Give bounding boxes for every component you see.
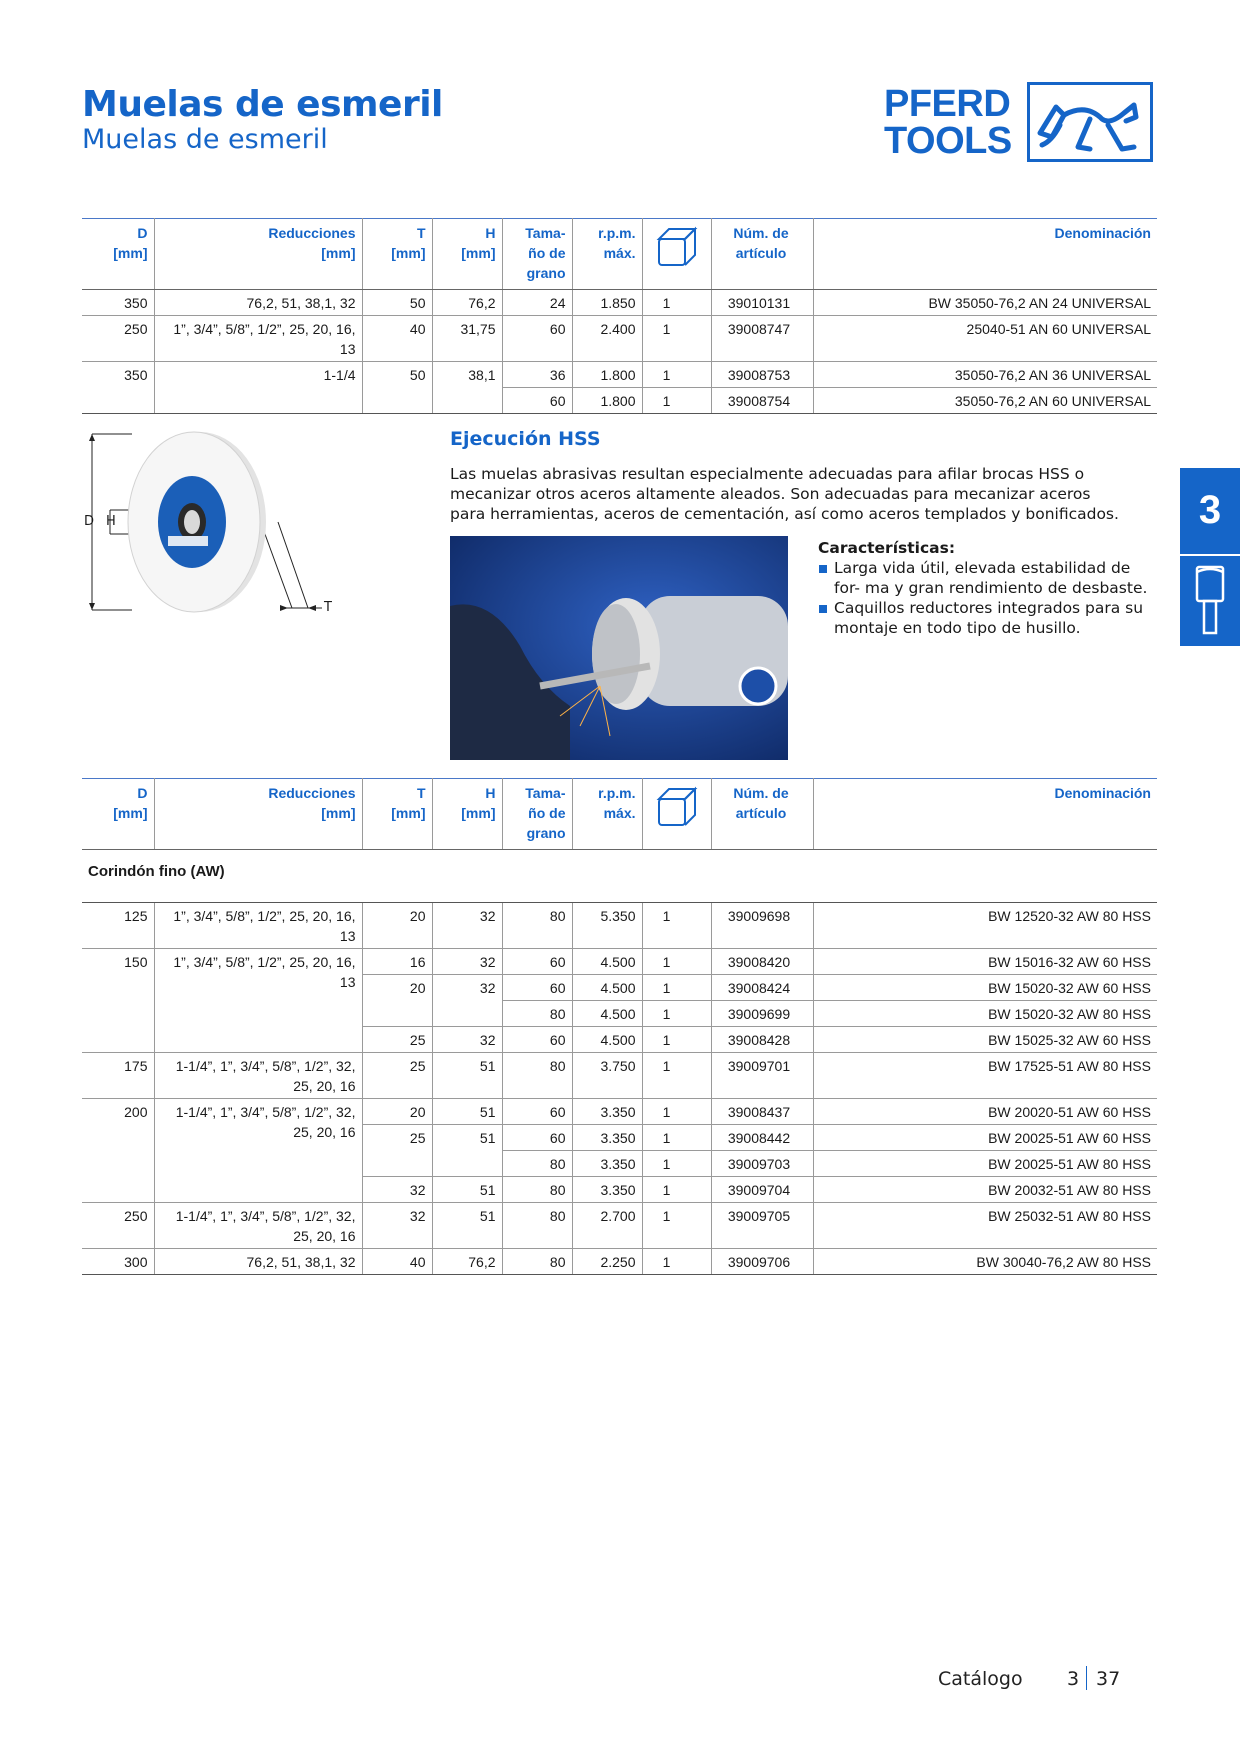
table-row [82, 1099, 1157, 1125]
cell-rpm: 4.500 [572, 949, 642, 975]
cell-grano: 60 [502, 1099, 572, 1125]
cell-reducciones: 1-1/4”, 1”, 3/4”, 5/8”, 1/2”, 32, 25, 20, 16 [154, 1099, 362, 1203]
cell-h: 31,75 [432, 316, 502, 362]
group-row [82, 850, 1157, 903]
cell-reducciones: 1-1/4”, 1”, 3/4”, 5/8”, 1/2”, 32, 25, 20, 16 [154, 1053, 362, 1099]
cell-denominacion: 35050-76,2 AN 60 UNIVERSAL [813, 388, 1157, 414]
cell-d: 200 [82, 1099, 154, 1203]
cell-h: 76,2 [432, 290, 502, 316]
feature-item: Larga vida útil, elevada estabilidad de for- ma y gran rendimiento de desbaste. [818, 558, 1148, 598]
cell-h: 51 [432, 1203, 502, 1249]
features-block [818, 538, 1148, 638]
cell-h: 32 [432, 1027, 502, 1053]
cell-denominacion: BW 35050-76,2 AN 24 UNIVERSAL [813, 290, 1157, 316]
cell-h: 51 [432, 1053, 502, 1099]
cell-articulo: 39008428 [711, 1027, 813, 1053]
col-package [642, 779, 711, 850]
section-title: Ejecución HSS [450, 428, 601, 450]
chapter-tab[interactable] [1180, 468, 1240, 646]
col-d: D [mm] [82, 779, 154, 850]
features-title: Características: [818, 539, 956, 557]
cell-qty: 1 [642, 1053, 711, 1099]
cell-rpm: 2.250 [572, 1249, 642, 1275]
table-row [82, 949, 1157, 975]
cell-rpm: 4.500 [572, 1001, 642, 1027]
cell-h: 76,2 [432, 1249, 502, 1275]
cell-t: 25 [362, 1125, 432, 1177]
cell-qty: 1 [642, 903, 711, 949]
col-rpm: r.p.m. máx. [572, 219, 642, 290]
cell-h: 32 [432, 903, 502, 949]
cell-t: 16 [362, 949, 432, 975]
cell-articulo: 39008747 [711, 316, 813, 362]
cell-qty: 1 [642, 362, 711, 388]
cell-rpm: 1.850 [572, 290, 642, 316]
table-row [82, 1249, 1157, 1275]
col-t: T [mm] [362, 219, 432, 290]
cell-h: 32 [432, 975, 502, 1027]
cell-h: 51 [432, 1099, 502, 1125]
cell-rpm: 3.350 [572, 1125, 642, 1151]
cell-rpm: 3.350 [572, 1099, 642, 1125]
cell-t: 50 [362, 290, 432, 316]
cell-qty: 1 [642, 1027, 711, 1053]
table-header-row [82, 779, 1157, 850]
cell-grano: 80 [502, 1151, 572, 1177]
cell-t: 20 [362, 1099, 432, 1125]
cell-t: 32 [362, 1177, 432, 1203]
cell-qty: 1 [642, 1177, 711, 1203]
table-row [82, 903, 1157, 949]
col-articulo: Núm. de artículo [711, 219, 813, 290]
logo-line-1: PFERD [884, 83, 1011, 125]
cell-articulo: 39009703 [711, 1151, 813, 1177]
cell-rpm: 3.750 [572, 1053, 642, 1099]
cell-rpm: 3.350 [572, 1151, 642, 1177]
cell-qty: 1 [642, 975, 711, 1001]
cell-reducciones: 76,2, 51, 38,1, 32 [154, 1249, 362, 1275]
cell-rpm: 3.350 [572, 1177, 642, 1203]
cell-qty: 1 [642, 1001, 711, 1027]
col-denominacion: Denominación [813, 219, 1157, 290]
cell-h: 51 [432, 1177, 502, 1203]
product-table-hss [82, 778, 1157, 1275]
cell-grano: 24 [502, 290, 572, 316]
cell-reducciones: 1”, 3/4”, 5/8”, 1/2”, 25, 20, 16, 13 [154, 949, 362, 1053]
package-box-icon [655, 785, 699, 829]
col-t: T [mm] [362, 779, 432, 850]
diagram-label-t: T [324, 600, 332, 615]
cell-d: 300 [82, 1249, 154, 1275]
diagram-label-h: H [106, 514, 116, 529]
tab-divider [1180, 554, 1240, 556]
cell-rpm: 2.700 [572, 1203, 642, 1249]
cell-rpm: 1.800 [572, 388, 642, 414]
col-reducciones: Reducciones [mm] [154, 219, 362, 290]
cell-qty: 1 [642, 1249, 711, 1275]
cell-grano: 60 [502, 388, 572, 414]
cell-articulo: 39009705 [711, 1203, 813, 1249]
cell-rpm: 1.800 [572, 362, 642, 388]
cell-t: 25 [362, 1053, 432, 1099]
cell-denominacion: BW 20020-51 AW 60 HSS [813, 1099, 1157, 1125]
brand-logo-text [884, 83, 1012, 162]
cell-d: 350 [82, 290, 154, 316]
cell-denominacion: BW 15025-32 AW 60 HSS [813, 1027, 1157, 1053]
cell-articulo: 39008420 [711, 949, 813, 975]
col-h: H [mm] [432, 779, 502, 850]
cell-reducciones: 76,2, 51, 38,1, 32 [154, 290, 362, 316]
cell-denominacion: 35050-76,2 AN 36 UNIVERSAL [813, 362, 1157, 388]
table-row [82, 362, 1157, 388]
cell-articulo: 39009706 [711, 1249, 813, 1275]
package-box-icon [655, 225, 699, 269]
cell-d: 175 [82, 1053, 154, 1099]
footer-catalog-label: Catálogo [938, 1668, 1023, 1690]
cell-qty: 1 [642, 316, 711, 362]
col-package [642, 219, 711, 290]
cell-rpm: 4.500 [572, 1027, 642, 1053]
page-subtitle: Muelas de esmeril [82, 124, 328, 155]
cell-qty: 1 [642, 290, 711, 316]
cell-grano: 80 [502, 1249, 572, 1275]
cell-qty: 1 [642, 1203, 711, 1249]
cell-qty: 1 [642, 1151, 711, 1177]
cell-t: 25 [362, 1027, 432, 1053]
cell-t: 50 [362, 362, 432, 414]
cell-d: 350 [82, 362, 154, 414]
cell-articulo: 39009701 [711, 1053, 813, 1099]
cell-reducciones: 1-1/4”, 1”, 3/4”, 5/8”, 1/2”, 32, 25, 20, 16 [154, 1203, 362, 1249]
cell-d: 250 [82, 316, 154, 362]
cell-qty: 1 [642, 949, 711, 975]
section-description: Las muelas abrasivas resultan especialmente adecuadas para afilar brocas HSS o mecanizar otros aceros altamente aleados. Son adecuadas para mecanizar aceros para herramientas, aceros de cementación, así como aceros templados y bonificados. [450, 465, 1119, 523]
cell-denominacion: 25040-51 AN 60 UNIVERSAL [813, 316, 1157, 362]
horse-logo-icon [1027, 82, 1153, 162]
grinding-wheel-diagram [82, 426, 382, 616]
cell-denominacion: BW 17525-51 AW 80 HSS [813, 1053, 1157, 1099]
cell-articulo: 39009704 [711, 1177, 813, 1203]
cell-grano: 80 [502, 1001, 572, 1027]
table-row [82, 1053, 1157, 1099]
cell-qty: 1 [642, 1099, 711, 1125]
chapter-number: 3 [1198, 488, 1222, 532]
footer-separator [1086, 1666, 1087, 1690]
product-photo [450, 536, 788, 760]
cell-h: 32 [432, 949, 502, 975]
cell-grano: 60 [502, 1027, 572, 1053]
cell-denominacion: BW 15020-32 AW 60 HSS [813, 975, 1157, 1001]
col-denominacion: Denominación [813, 779, 1157, 850]
cell-denominacion: BW 30040-76,2 AW 80 HSS [813, 1249, 1157, 1275]
cell-grano: 60 [502, 975, 572, 1001]
cell-grano: 60 [502, 316, 572, 362]
diagram-label-d: D [84, 514, 95, 529]
table-header-row [82, 219, 1157, 290]
cell-t: 20 [362, 975, 432, 1027]
cell-articulo: 39008442 [711, 1125, 813, 1151]
col-grano: Tama- ño de grano [502, 779, 572, 850]
col-articulo: Núm. de artículo [711, 779, 813, 850]
cell-denominacion: BW 15016-32 AW 60 HSS [813, 949, 1157, 975]
cell-denominacion: BW 20025-51 AW 80 HSS [813, 1151, 1157, 1177]
cell-grano: 60 [502, 1125, 572, 1151]
cell-grano: 80 [502, 1203, 572, 1249]
cell-denominacion: BW 12520-32 AW 80 HSS [813, 903, 1157, 949]
cell-qty: 1 [642, 1125, 711, 1151]
group-label: Corindón fino (AW) [82, 850, 1157, 903]
cell-denominacion: BW 15020-32 AW 80 HSS [813, 1001, 1157, 1027]
cell-rpm: 4.500 [572, 975, 642, 1001]
col-rpm: r.p.m. máx. [572, 779, 642, 850]
cell-grano: 36 [502, 362, 572, 388]
table-row [82, 1203, 1157, 1249]
footer-page-number: 37 [1096, 1668, 1121, 1690]
cell-articulo: 39009698 [711, 903, 813, 949]
cell-articulo: 39008754 [711, 388, 813, 414]
logo-line-2: TOOLS [884, 120, 1012, 162]
cell-rpm: 5.350 [572, 903, 642, 949]
cell-grano: 60 [502, 949, 572, 975]
cell-grano: 80 [502, 1053, 572, 1099]
cell-grano: 80 [502, 1177, 572, 1203]
cell-articulo: 39008424 [711, 975, 813, 1001]
cell-reducciones: 1”, 3/4”, 5/8”, 1/2”, 25, 20, 16, 13 [154, 903, 362, 949]
cell-t: 40 [362, 316, 432, 362]
cell-d: 250 [82, 1203, 154, 1249]
footer-chapter: 3 [1067, 1668, 1080, 1690]
cell-qty: 1 [642, 388, 711, 414]
grinding-wheel-tab-icon [1194, 564, 1226, 638]
cell-grano: 80 [502, 903, 572, 949]
col-grano: Tama- ño de grano [502, 219, 572, 290]
cell-denominacion: BW 20025-51 AW 60 HSS [813, 1125, 1157, 1151]
cell-h: 38,1 [432, 362, 502, 414]
cell-h: 51 [432, 1125, 502, 1177]
cell-d: 150 [82, 949, 154, 1053]
cell-t: 32 [362, 1203, 432, 1249]
cell-rpm: 2.400 [572, 316, 642, 362]
cell-denominacion: BW 25032-51 AW 80 HSS [813, 1203, 1157, 1249]
cell-articulo: 39008437 [711, 1099, 813, 1125]
product-table-universal [82, 218, 1157, 414]
cell-reducciones: 1-1/4 [154, 362, 362, 414]
table-row [82, 316, 1157, 362]
cell-d: 125 [82, 903, 154, 949]
page-title: Muelas de esmeril [82, 84, 443, 125]
cell-t: 20 [362, 903, 432, 949]
cell-articulo: 39009699 [711, 1001, 813, 1027]
cell-articulo: 39010131 [711, 290, 813, 316]
col-h: H [mm] [432, 219, 502, 290]
cell-reducciones: 1”, 3/4”, 5/8”, 1/2”, 25, 20, 16, 13 [154, 316, 362, 362]
col-d: D [mm] [82, 219, 154, 290]
table-row [82, 290, 1157, 316]
cell-articulo: 39008753 [711, 362, 813, 388]
feature-item: Caquillos reductores integrados para su montaje en todo tipo de husillo. [818, 598, 1148, 638]
cell-t: 40 [362, 1249, 432, 1275]
col-reducciones: Reducciones [mm] [154, 779, 362, 850]
cell-denominacion: BW 20032-51 AW 80 HSS [813, 1177, 1157, 1203]
